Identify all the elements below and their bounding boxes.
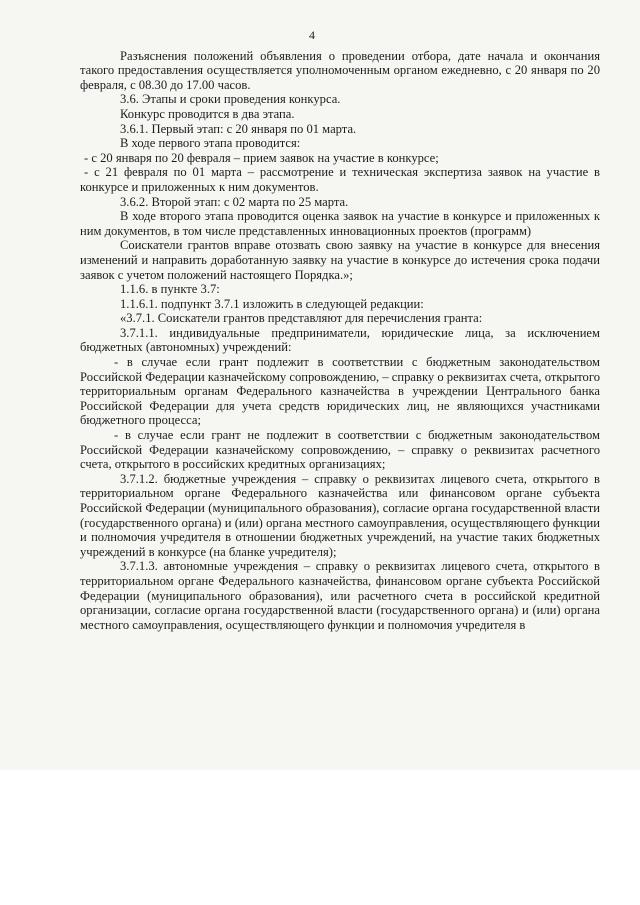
paragraph: 3.6.2. Второй этап: с 02 марта по 25 марта. [120,194,349,209]
paragraph: Соискатели грантов вправе отозвать свою заявку на участие в конкурсе для внесения изменений и направить доработанную заявку на участие в конкурсе до истечения срока подачи заявок с учетом положений настоящего Порядка.»; [80,238,600,282]
paragraph: 3.7.1.3. автономные учреждения – справку о реквизитах лицевого счета, открытого в территориальном органе Федерального казначейства, финансовом органе субъекта Российской Федерации (муниципального образования), или расчетного счета в российской кредитной организации, согласие органа государственной власти (государственного органа) и (или) органа местного самоуправления, осуществляющего функции и полномочия учредителя в [80,559,600,632]
paragraph: 1.1.6.1. подпункт 3.7.1 изложить в следующей редакции: [120,296,424,311]
paragraph: В ходе второго этапа проводится оценка заявок на участие в конкурсе и приложенных к ним документов, в том числе представленных инновационных проектов (программ) [80,209,600,238]
paragraph: «3.7.1. Соискатели грантов представляют для перечисления гранта: [120,311,483,326]
paragraph: 3.6.1. Первый этап: с 20 января по 01 марта. [120,121,357,136]
list-item: - в случае если грант подлежит в соответствии с бюджетным законодательством Российской Федерации казначейскому сопровождению, – справку о реквизитах счета, открытого территориальным органам Федерального казначейства в учреждении Центрального банка Российской Федерации для учета средств юридических лиц, не являющихся участниками бюджетного процесса; [80,355,600,428]
list-item: - с 20 января по 20 февраля – прием заявок на участие в конкурсе; [84,150,439,165]
paragraph: Разъяснения положений объявления о проведении отбора, дате начала и окончания такого предоставления осуществляется уполномоченным органом ежедневно, с 20 января по 20 февраля, с 08.30 до 17.00 часов. [80,48,600,92]
paragraph: 1.1.6. в пункте 3.7: [120,282,220,297]
paragraph: 3.7.1.1. индивидуальные предприниматели, юридические лица, за исключением бюджетных (автономных) учреждений: [80,325,600,355]
page-number: 4 [309,28,315,42]
paragraph: В ходе первого этапа проводится: [120,136,301,151]
paragraph: 3.6. Этапы и сроки проведения конкурса. [120,92,341,107]
list-item: - с 21 февраля по 01 марта – рассмотрение и техническая экспертиза заявок на участие в конкурсе и приложенных к ним документов. [80,165,600,194]
paragraph: Конкурс проводится в два этапа. [120,106,295,121]
list-item: - в случае если грант не подлежит в соответствии с бюджетным законодательством Российской Федерации казначейскому сопровождению, – справку о реквизитах расчетного счета, открытого в российских кредитных организациях; [80,428,600,472]
paragraph: 3.7.1.2. бюджетные учреждения – справку о реквизитах лицевого счета, открытого в территориальном органе Федерального казначейства или финансовом органе субъекта Российской Федерации (муниципального образования), согласие органа государственной власти (государственного органа) и (или) органа местного самоуправления, осуществляющего функции и полномочия учредителя в отношении бюджетных учреждений, на участие таких бюджетных учреждений в конкурсе (на бланке учредителя); [80,471,600,559]
document-body [80,28,600,632]
